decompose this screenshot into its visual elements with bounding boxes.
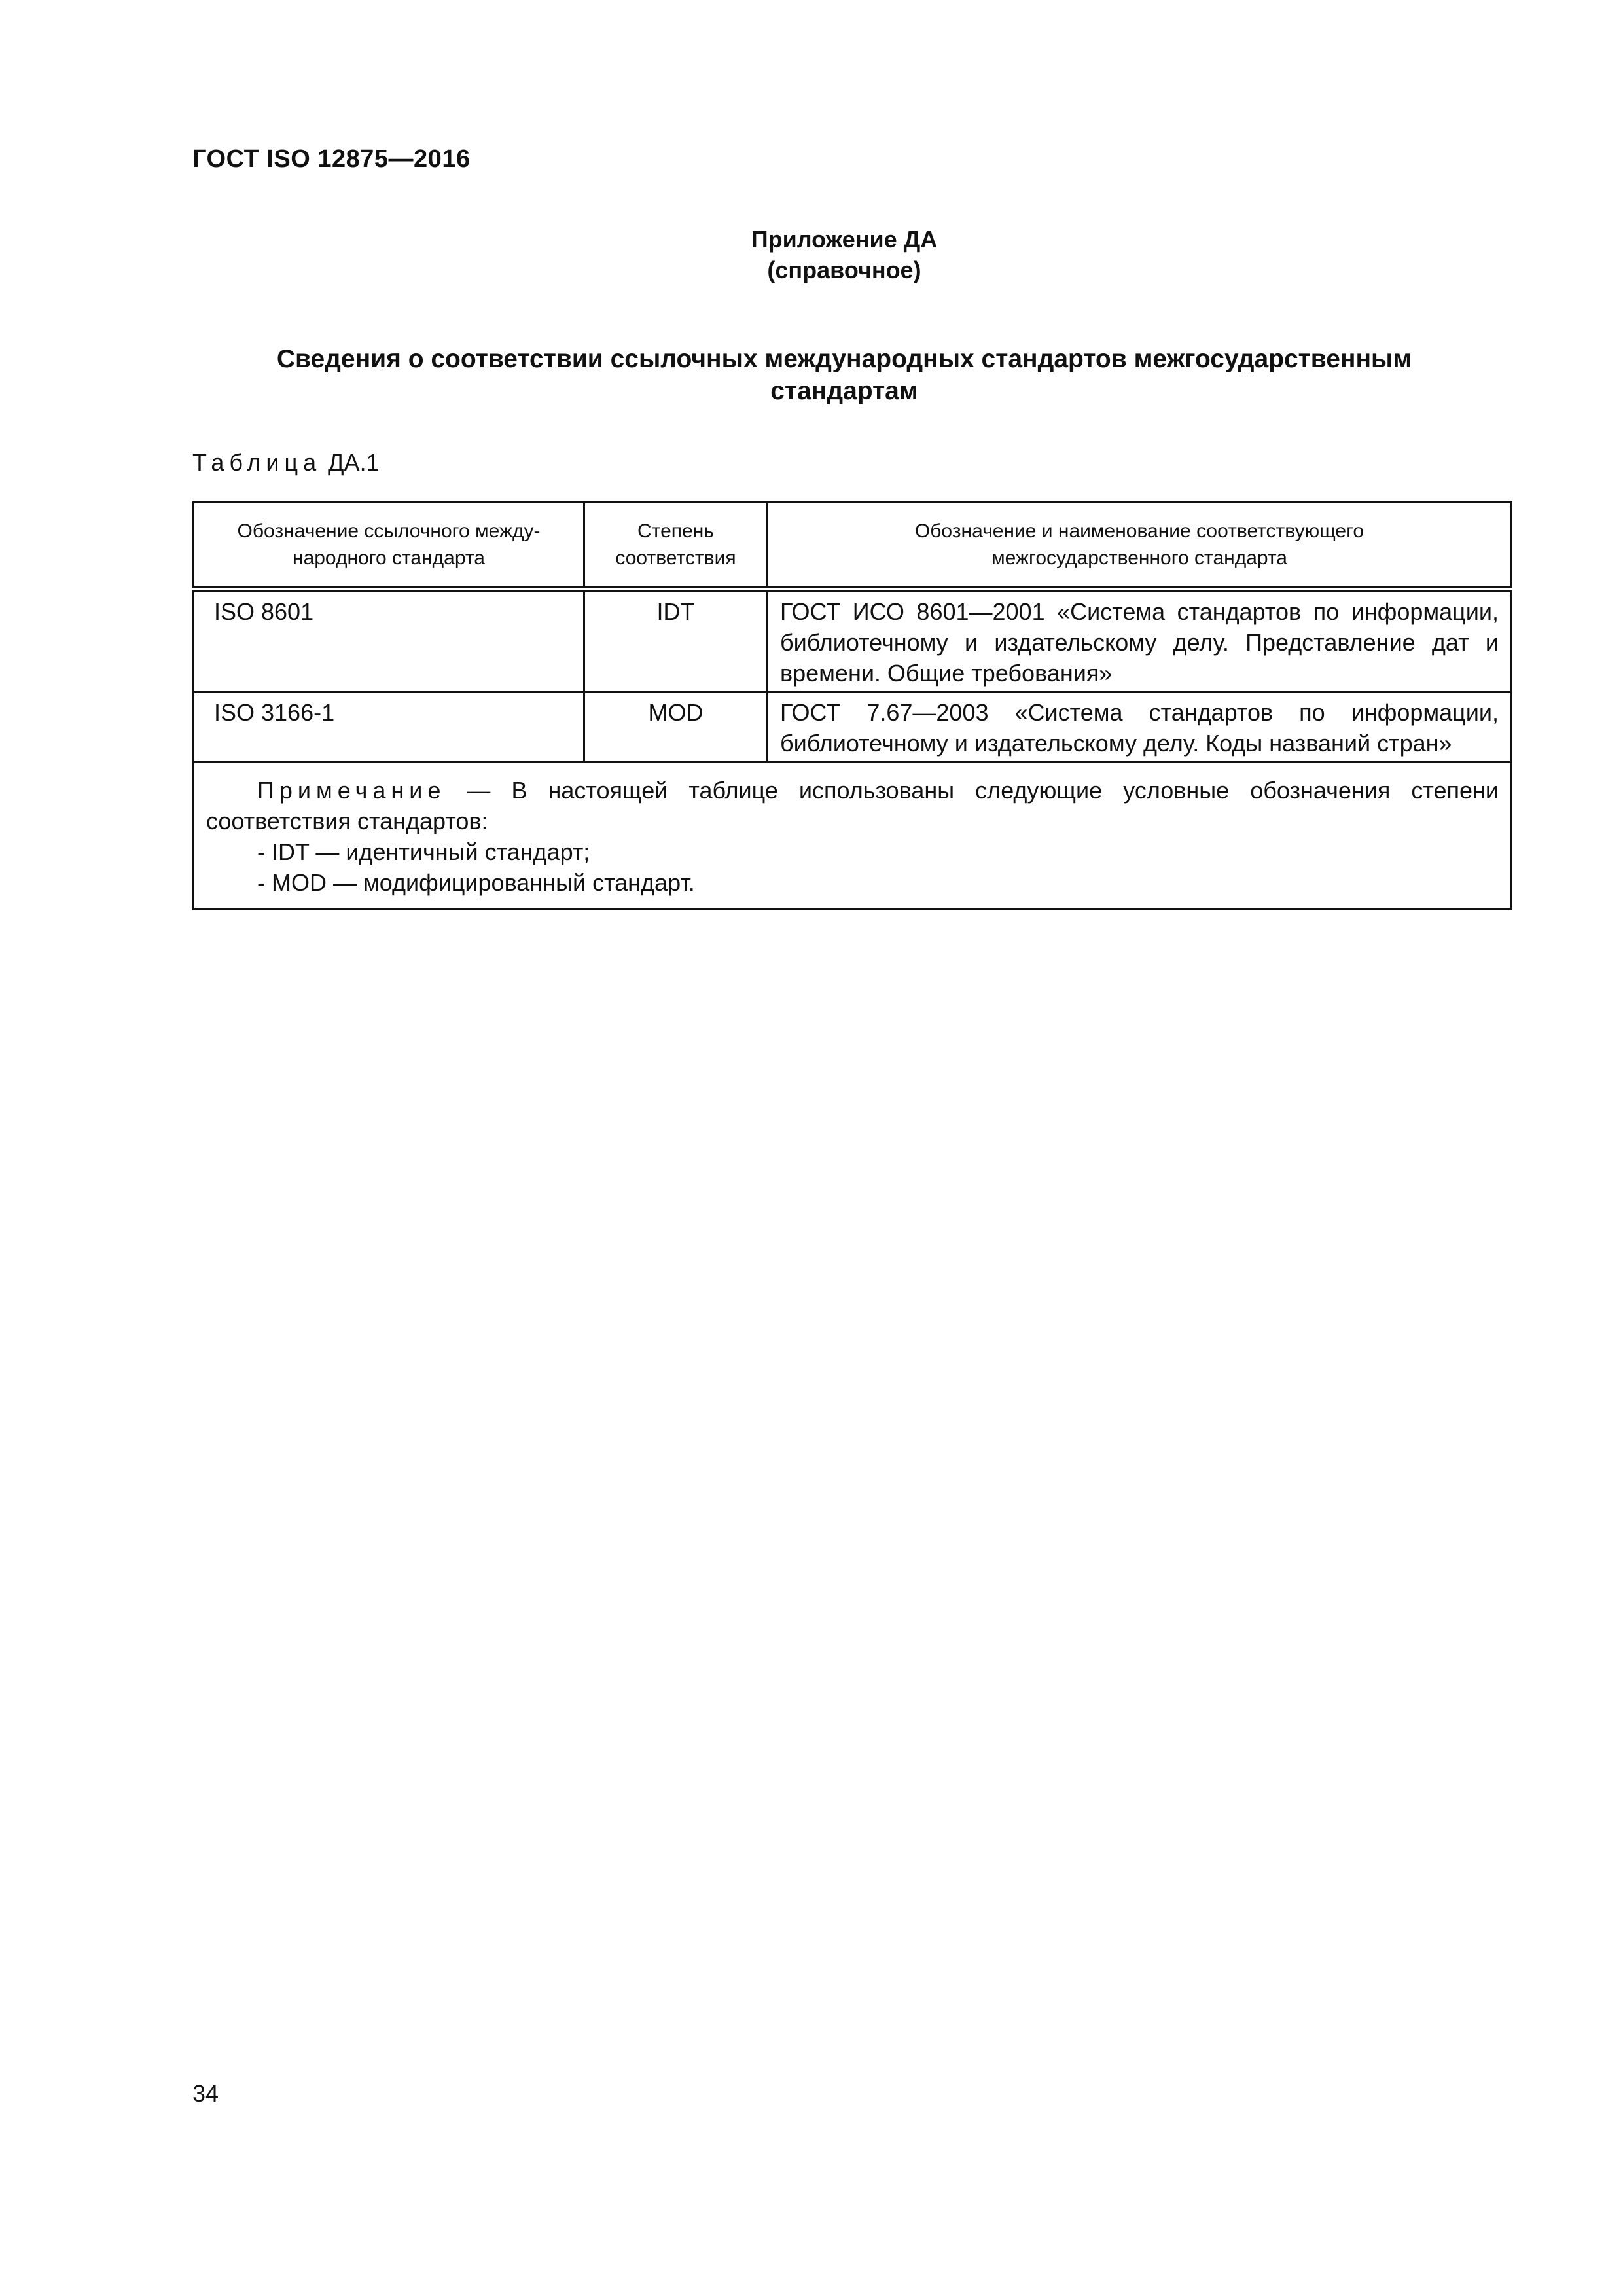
reference-standard-cell: ISO 3166-1 — [194, 692, 584, 762]
header-interstate-standard — [768, 503, 1512, 590]
interstate-standard-cell: ГОСТ 7.67—2003 «Система стандартов по информации, библиотечному и издательскому делу. Коды названий стран» — [768, 692, 1512, 762]
table-caption — [192, 449, 380, 476]
header-interstate-standard-line-2: межгосударственного стандарта — [991, 547, 1287, 569]
header-degree — [584, 503, 768, 590]
header-reference-standard-line-2: народного стандарта — [293, 547, 485, 569]
header-reference-standard-line-1: Обозначение ссылочного между- — [237, 520, 541, 542]
header-reference-standard — [194, 503, 584, 590]
annex-heading — [589, 224, 1099, 285]
section-title-line-2: стандартам — [770, 377, 918, 405]
document-header: ГОСТ ISO 12875—2016 — [192, 145, 471, 173]
section-title — [196, 343, 1492, 407]
degree-cell: IDT — [584, 589, 768, 692]
note-text: — В настоящей таблице использованы следующие условные обозначения степени соответствия стандартов: — [206, 777, 1499, 834]
table-row — [194, 589, 1512, 692]
page-number: 34 — [192, 2080, 219, 2107]
note-paragraph — [206, 775, 1499, 836]
table-header-row — [194, 503, 1512, 590]
degree-cell: MOD — [584, 692, 768, 762]
header-degree-line-2: соответствия — [615, 547, 736, 569]
note-label: Примечание — [257, 777, 446, 804]
section-title-line-1: Сведения о соответствии ссылочных международных стандартов межгосударственным — [276, 345, 1412, 373]
reference-standard-cell: ISO 8601 — [194, 589, 584, 692]
table-caption-label: Таблица — [192, 449, 322, 476]
header-degree-line-1: Степень — [637, 520, 714, 542]
note-item-idt: - IDT — идентичный стандарт; — [257, 838, 590, 865]
table-note-row — [194, 762, 1512, 910]
correspondence-table — [192, 501, 1512, 910]
annex-kind: (справочное) — [767, 257, 921, 283]
note-item-mod: - MOD — модифицированный стандарт. — [257, 869, 695, 896]
annex-title: Приложение ДА — [751, 226, 938, 253]
table-note — [194, 762, 1512, 910]
table-row — [194, 692, 1512, 762]
table-caption-number: ДА.1 — [328, 449, 380, 476]
interstate-standard-cell: ГОСТ ИСО 8601—2001 «Система стандартов по информации, библиотечному и издательскому делу. Представление дат и времени. Общие требования» — [768, 589, 1512, 692]
header-interstate-standard-line-1: Обозначение и наименование соответствующего — [914, 520, 1364, 542]
